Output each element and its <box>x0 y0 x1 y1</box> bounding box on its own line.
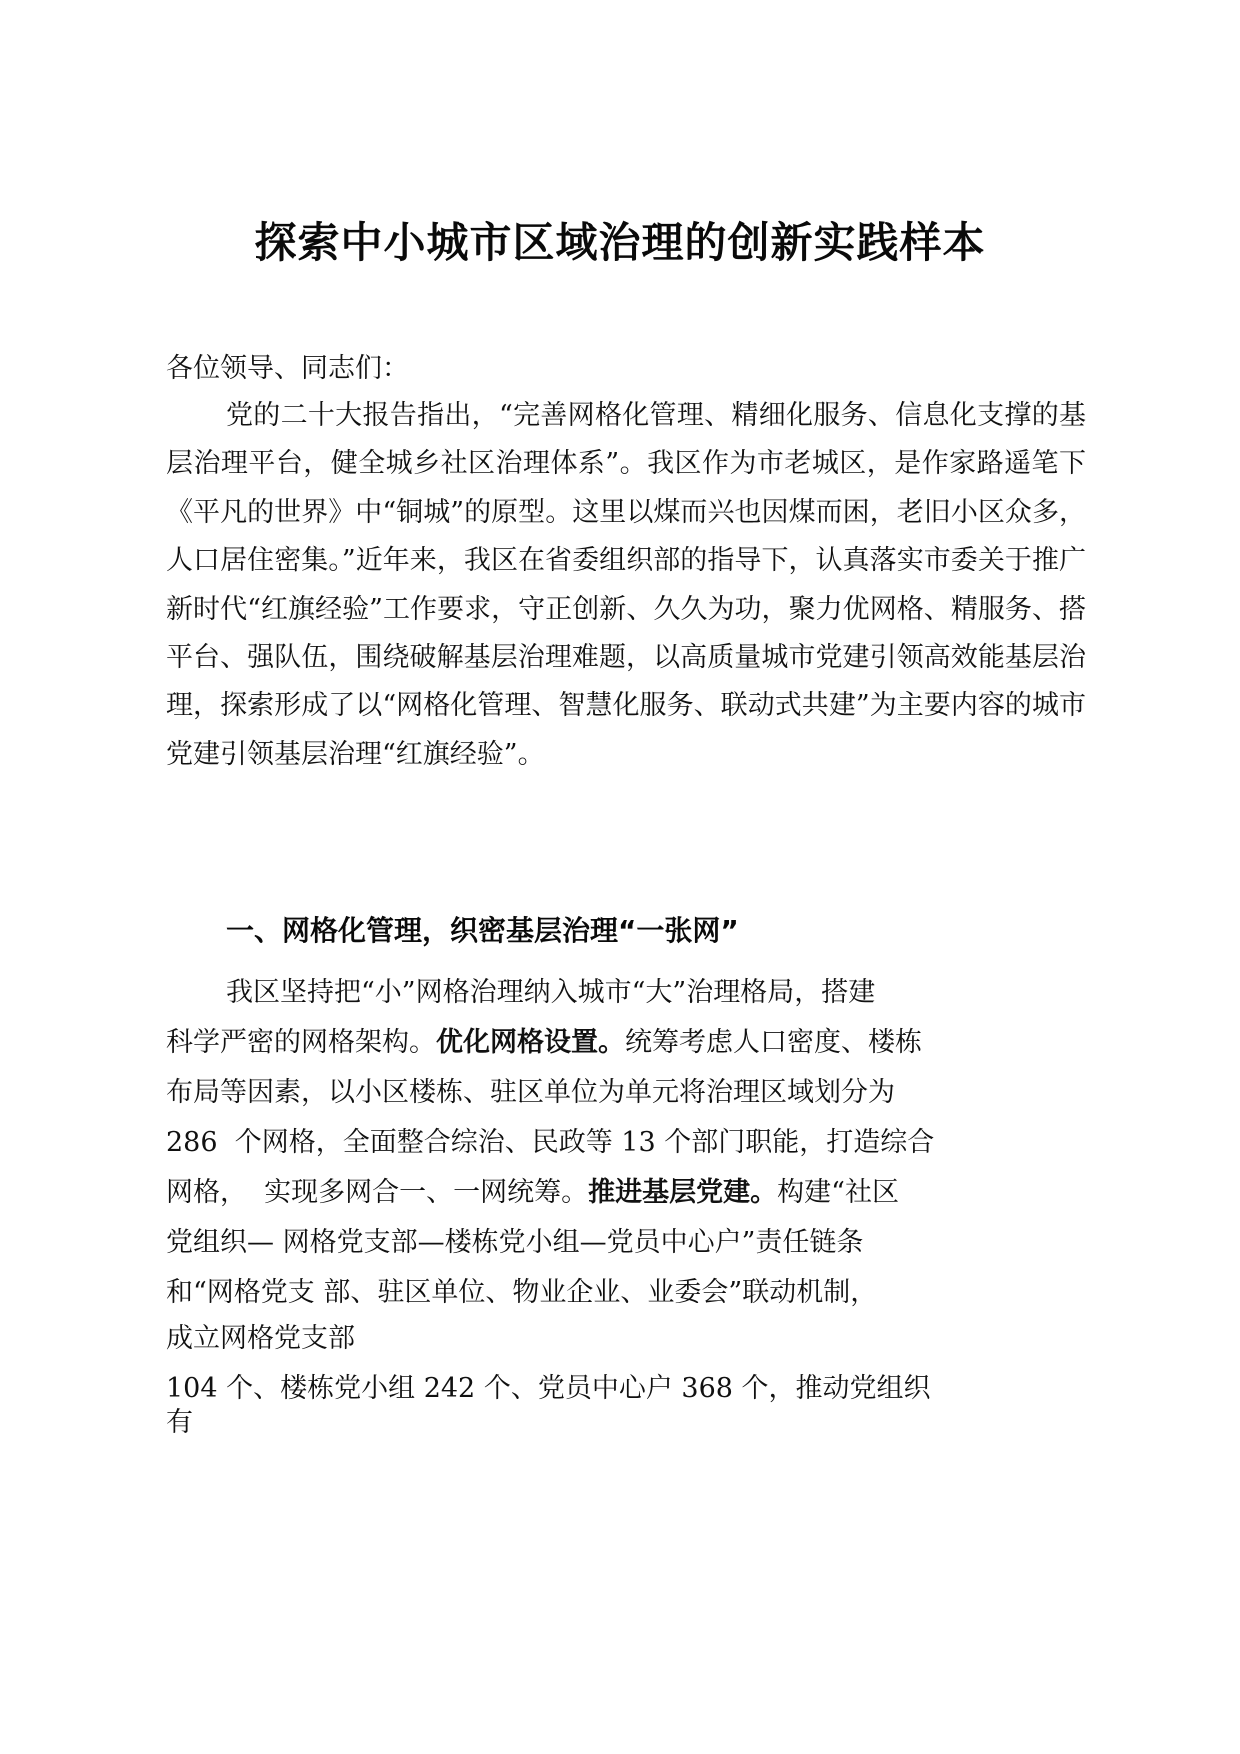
document-title: 探索中小城市区域治理的创新实践样本 <box>254 218 986 267</box>
text-span: 构建“社区 <box>777 1177 899 1208</box>
section1-line-8: 成立网格党支部 <box>166 1323 355 1354</box>
section1-line-1: 我区坚持把“小”网格治理纳入城市“大”治理格局，搭建 <box>226 977 876 1008</box>
bold-subheading-optimize-grid: 优化网格设置。 <box>436 1027 625 1058</box>
section-heading-1: 一、网格化管理，织密基层治理“一张网” <box>226 914 739 947</box>
section1-line-7: 和“网格党支 部、驻区单位、物业企业、业委会”联动机制， <box>166 1277 878 1308</box>
section1-line-6: 党组织— 网格党支部—楼栋党小组—党员中心户”责任链条 <box>166 1227 864 1258</box>
bold-subheading-party-building: 推进基层党建。 <box>588 1177 778 1208</box>
text-span: 统筹考虑人口密度、楼栋 <box>625 1027 922 1058</box>
paragraph-intro: 党的二十大报告指出，“完善网格化管理、精细化服务、信息化支撑的基层治理平台，健全城乡社区治理体系”。我区作为市老城区，是作家路遥笔下《平凡的世界》中“铜城”的原型。这里以煤而兴也因煤而困，老旧小区众多，人口居住密集。”近年来，我区在省委组织部的指导下，认真落实市委关于推广新时代“红旗经验”工作要求，守正创新、久久为功，聚力优网格、精服务、搭平台、强队伍，围绕破解基层治理难题，以高质量城市党建引领高效能基层治理，探索形成了以“网格化管理、智慧化服务、联动式共建”为主要内容的城市党建引领基层治理“红旗经验”。 <box>166 400 1086 770</box>
section1-line-4: 286 个网格，全面整合综治、民政等 13 个部门职能，打造综合 <box>166 1127 935 1158</box>
section1-line-2 <box>166 1020 922 1059</box>
section1-line-9: 104 个、楼栋党小组 242 个、党员中心户 368 个，推动党组织 <box>166 1373 931 1404</box>
section1-line-10: 有 <box>166 1407 193 1438</box>
salutation: 各位领导、同志们： <box>166 353 409 384</box>
text-span: 网格， 实现多网合一、一网统筹。 <box>166 1177 589 1208</box>
section1-line-3: 布局等因素，以小区楼栋、驻区单位为单元将治理区域划分为 <box>166 1077 895 1108</box>
text-span: 科学严密的网格架构。 <box>166 1027 436 1058</box>
section1-line-5 <box>166 1170 899 1209</box>
